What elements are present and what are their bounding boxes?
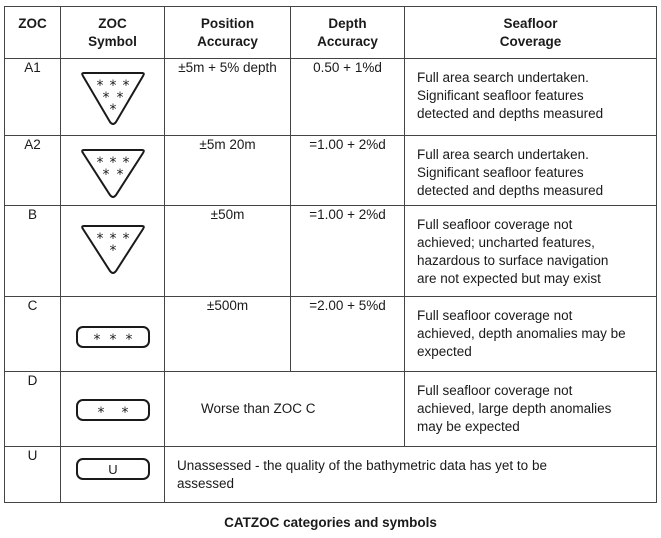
zoc-code: B [5,206,61,297]
zoc-symbol-cell [61,447,165,503]
svg-text:*: * [102,167,109,183]
table-caption: CATZOC categories and symbols [224,515,437,530]
svg-text:*: * [125,332,132,348]
zoc-code: U [5,447,61,503]
table-row [5,136,657,206]
triangle-four-stars-icon [78,220,148,276]
position-depth-accuracy: Worse than ZOC C [165,372,405,447]
svg-text:*: * [96,155,103,171]
zoc-code: A1 [5,59,61,136]
header-position-accuracy: Position Accuracy [165,7,291,59]
rounded-rect-two-stars-icon [75,398,151,422]
position-accuracy: ±50m [165,206,291,297]
rounded-rect-letter-u-icon [75,457,151,481]
unassessed-description: Unassessed - the quality of the bathymetric data has yet to be assessed [165,447,657,503]
svg-text:*: * [109,102,116,118]
svg-text:*: * [97,405,104,421]
position-accuracy: ±5m 20m [165,136,291,206]
header-symbol: ZOC Symbol [61,7,165,59]
zoc-code: C [5,297,61,372]
catzoc-table [4,6,657,503]
svg-text:*: * [102,90,109,106]
seafloor-coverage: Full seafloor coverage not achieved; uncharted features, hazardous to surface navigation are not expected but may exist [405,206,657,297]
zoc-symbol-cell [61,59,165,136]
svg-text:*: * [116,90,123,106]
zoc-symbol-cell [61,297,165,372]
svg-text:*: * [122,155,129,171]
zoc-code: D [5,372,61,447]
svg-text:*: * [122,231,129,247]
header-depth-accuracy: Depth Accuracy [291,7,405,59]
depth-accuracy: 0.50 + 1%d [291,59,405,136]
svg-text:*: * [109,243,116,259]
triangle-six-stars-icon [78,67,148,127]
table-row [5,206,657,297]
zoc-symbol-cell [61,372,165,447]
svg-text:*: * [116,167,123,183]
seafloor-coverage: Full seafloor coverage not achieved, large depth anomalies may be expected [405,372,657,447]
svg-text:*: * [122,78,129,94]
svg-text:*: * [109,231,116,247]
rounded-rect-three-stars-icon [75,325,151,349]
svg-text:*: * [93,332,100,348]
table-row [5,59,657,136]
svg-text:*: * [109,155,116,171]
symbol-u-text: U [107,462,118,477]
header-zoc: ZOC [5,7,61,59]
depth-accuracy: =1.00 + 2%d [291,206,405,297]
position-accuracy: ±500m [165,297,291,372]
zoc-code: A2 [5,136,61,206]
table-row [5,297,657,372]
svg-text:*: * [96,231,103,247]
position-accuracy: ±5m + 5% depth [165,59,291,136]
seafloor-coverage: Full area search undertaken. Significant seafloor features detected and depths measured [405,136,657,206]
table-row [5,447,657,503]
header-row [5,7,657,59]
seafloor-coverage: Full area search undertaken. Significant seafloor features detected and depths measured [405,59,657,136]
depth-accuracy: =1.00 + 2%d [291,136,405,206]
zoc-symbol-cell [61,206,165,297]
svg-text:*: * [96,78,103,94]
table-row [5,372,657,447]
svg-text:*: * [121,405,128,421]
triangle-five-stars-icon [78,144,148,200]
depth-accuracy: =2.00 + 5%d [291,297,405,372]
header-seafloor-coverage: Seafloor Coverage [405,7,657,59]
svg-text:*: * [109,78,116,94]
svg-text:*: * [109,332,116,348]
zoc-symbol-cell [61,136,165,206]
seafloor-coverage: Full seafloor coverage not achieved, depth anomalies may be expected [405,297,657,372]
